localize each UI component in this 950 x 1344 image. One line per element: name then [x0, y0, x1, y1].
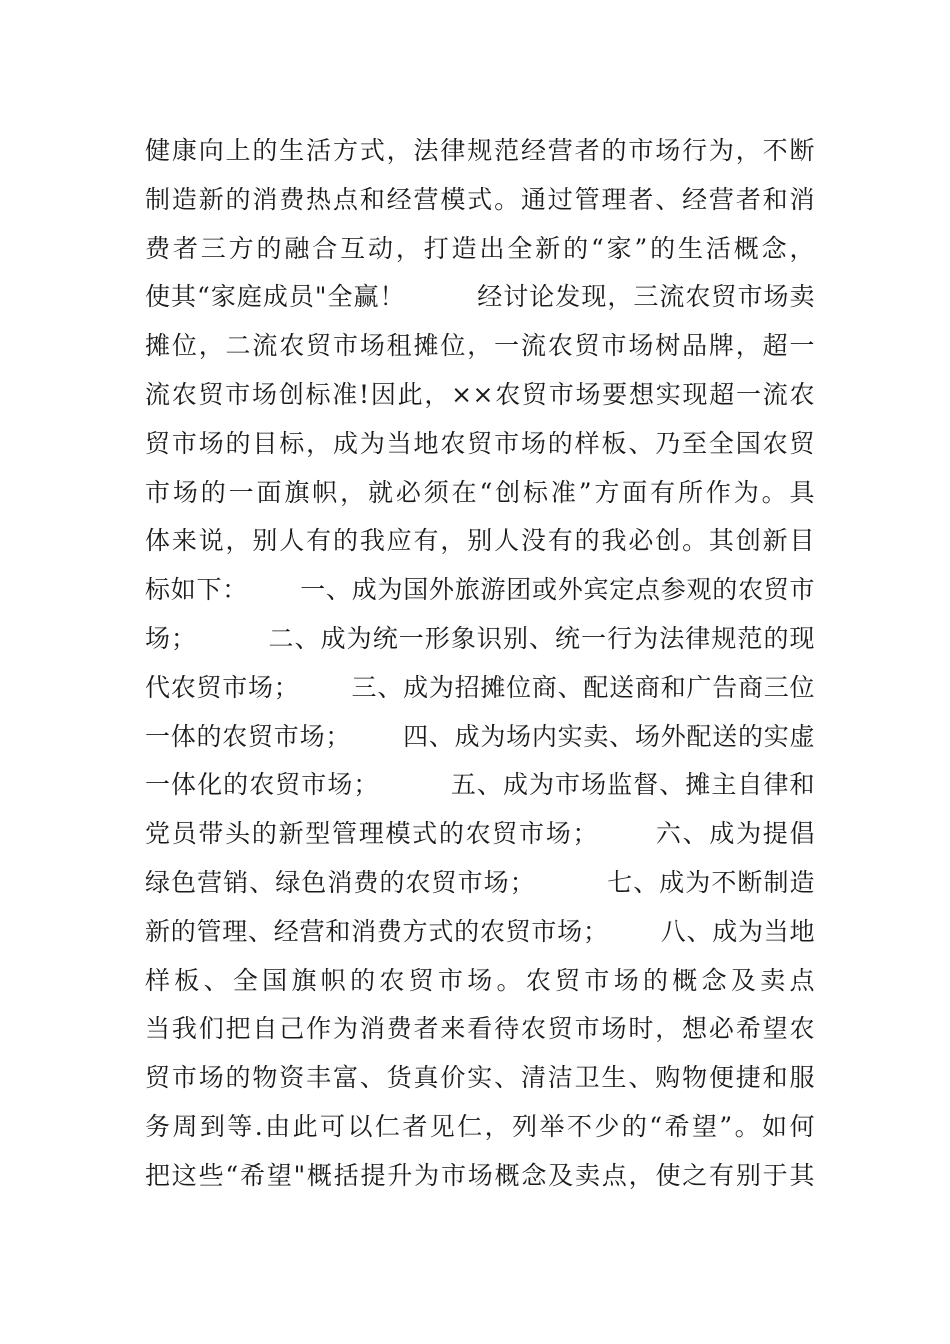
text-line: 绿色营销、绿色消费的农贸市场； 七、成为不断制造 [145, 867, 815, 897]
text-line: 市场的一面旗帜，就必须在“创标准”方面有所作为。具 [145, 477, 815, 507]
text-line: 摊位，二流农贸市场租摊位，一流农贸市场树品牌，超一 [145, 331, 815, 361]
text-line: 制造新的消费热点和经营模式。通过管理者、经营者和消 [145, 184, 815, 214]
text-line: 务周到等.由此可以仁者见仁，列举不少的“希望”。如何 [145, 1111, 815, 1141]
text-line: 场； 二、成为统一形象识别、统一行为法律规范的现 [145, 623, 815, 653]
text-line: 贸市场的目标，成为当地农贸市场的样板、乃至全国农贸 [145, 428, 815, 458]
text-line: 一体的农贸市场； 四、成为场内实卖、场外配送的实虚 [145, 721, 815, 751]
text-line: 新的管理、经营和消费方式的农贸市场； 八、成为当地 [145, 916, 815, 946]
text-line: 体来说，别人有的我应有，别人没有的我必创。其创新目 [145, 526, 815, 556]
text-line: 一体化的农贸市场； 五、成为市场监督、摊主自律和 [145, 770, 815, 800]
text-line: 费者三方的融合互动，打造出全新的“家”的生活概念， [145, 233, 815, 263]
text-line: 贸市场的物资丰富、货真价实、清洁卫生、购物便捷和服 [145, 1063, 815, 1093]
text-line: 把这些“希望"概括提升为市场概念及卖点，使之有别于其 [145, 1160, 815, 1190]
text-line: 党员带头的新型管理模式的农贸市场； 六、成为提倡 [145, 819, 815, 849]
text-line: 使其“家庭成员"全赢！ 经讨论发现，三流农贸市场卖 [145, 282, 815, 312]
text-line: 样板、全国旗帜的农贸市场。农贸市场的概念及卖点 [145, 965, 815, 995]
text-line: 标如下： 一、成为国外旅游团或外宾定点参观的农贸市 [145, 575, 815, 605]
text-line: 当我们把自己作为消费者来看待农贸市场时，想必希望农 [145, 1014, 815, 1044]
body-text [145, 127, 815, 1201]
text-line: 流农贸市场创标准!因此，××农贸市场要想实现超一流农 [145, 379, 815, 409]
text-line: 健康向上的生活方式，法律规范经营者的市场行为，不断 [145, 136, 815, 165]
text-line: 代农贸市场； 三、成为招摊位商、配送商和广告商三位 [145, 672, 815, 702]
